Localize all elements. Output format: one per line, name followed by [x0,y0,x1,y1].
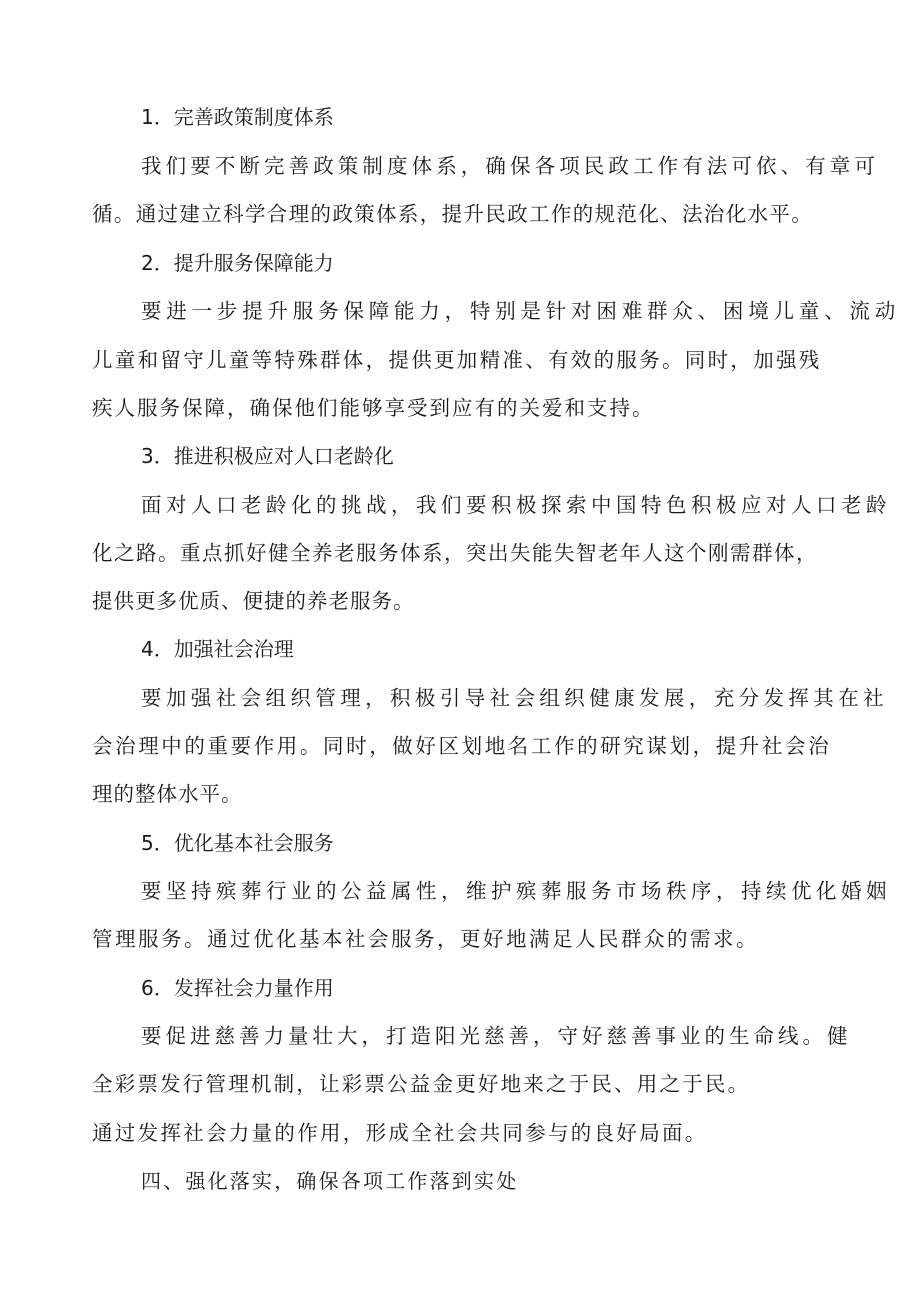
section-2-paragraph-line-3: 疾人服务保障，确保他们能够享受到应有的关爱和支持。 [92,396,655,420]
section-1-paragraph-line-1: 我们要不断完善政策制度体系，确保各项民政工作有法可依、有章可 [141,154,879,178]
section-6-heading: 6．发挥社会力量作用 [141,976,334,1000]
section-2-paragraph-line-2: 儿童和留守儿童等特殊群体，提供更加精准、有效的服务。同时，加强残 [92,348,822,372]
section-4-paragraph-line-3: 理的整体水平。 [92,782,243,806]
section-4-heading: 4．加强社会治理 [141,637,294,661]
section-3-paragraph-line-1: 面对人口老龄化的挑战，我们要积极探索中国特色积极应对人口老龄 [141,493,891,517]
section-2-heading: 2．提升服务保障能力 [141,251,334,275]
section-5-paragraph-line-2: 管理服务。通过优化基本社会服务，更好地满足人民群众的需求。 [92,927,759,951]
section-2-paragraph-line-1: 要进一步提升服务保障能力，特别是针对困难群众、困境儿童、流动 [141,299,900,323]
section-3-paragraph-line-3: 提供更多优质、便捷的养老服务。 [92,589,415,613]
section-4-paragraph-line-2: 会治理中的重要作用。同时，做好区划地名工作的研究谋划，提升社会治 [92,734,832,758]
part-4-heading: 四、强化落实，确保各项工作落到实处 [141,1169,519,1193]
section-3-paragraph-line-2: 化之路。重点抓好健全养老服务体系，突出失能失智老年人这个刚需群体， [92,541,818,565]
section-3-heading: 3．推进积极应对人口老龄化 [141,444,394,468]
section-5-paragraph-line-1: 要坚持殡葬行业的公益属性，维护殡葬服务市场秩序，持续优化婚姻 [141,879,891,903]
section-5-heading: 5．优化基本社会服务 [141,831,334,855]
section-6-paragraph-line-3: 通过发挥社会力量的作用，形成全社会共同参与的良好局面。 [92,1121,708,1145]
section-6-paragraph-line-1: 要促进慈善力量壮大，打造阳光慈善，守好慈善事业的生命线。健 [141,1024,852,1048]
section-1-paragraph-line-2: 循。通过建立科学合理的政策体系，提升民政工作的规范化、法治化水平。 [92,202,814,226]
section-1-heading: 1．完善政策制度体系 [141,105,334,129]
section-4-paragraph-line-1: 要加强社会组织管理，积极引导社会组织健康发展，充分发挥其在社 [141,686,888,710]
section-6-paragraph-line-2: 全彩票发行管理机制，让彩票公益金更好地来之于民、用之于民。 [92,1072,751,1096]
